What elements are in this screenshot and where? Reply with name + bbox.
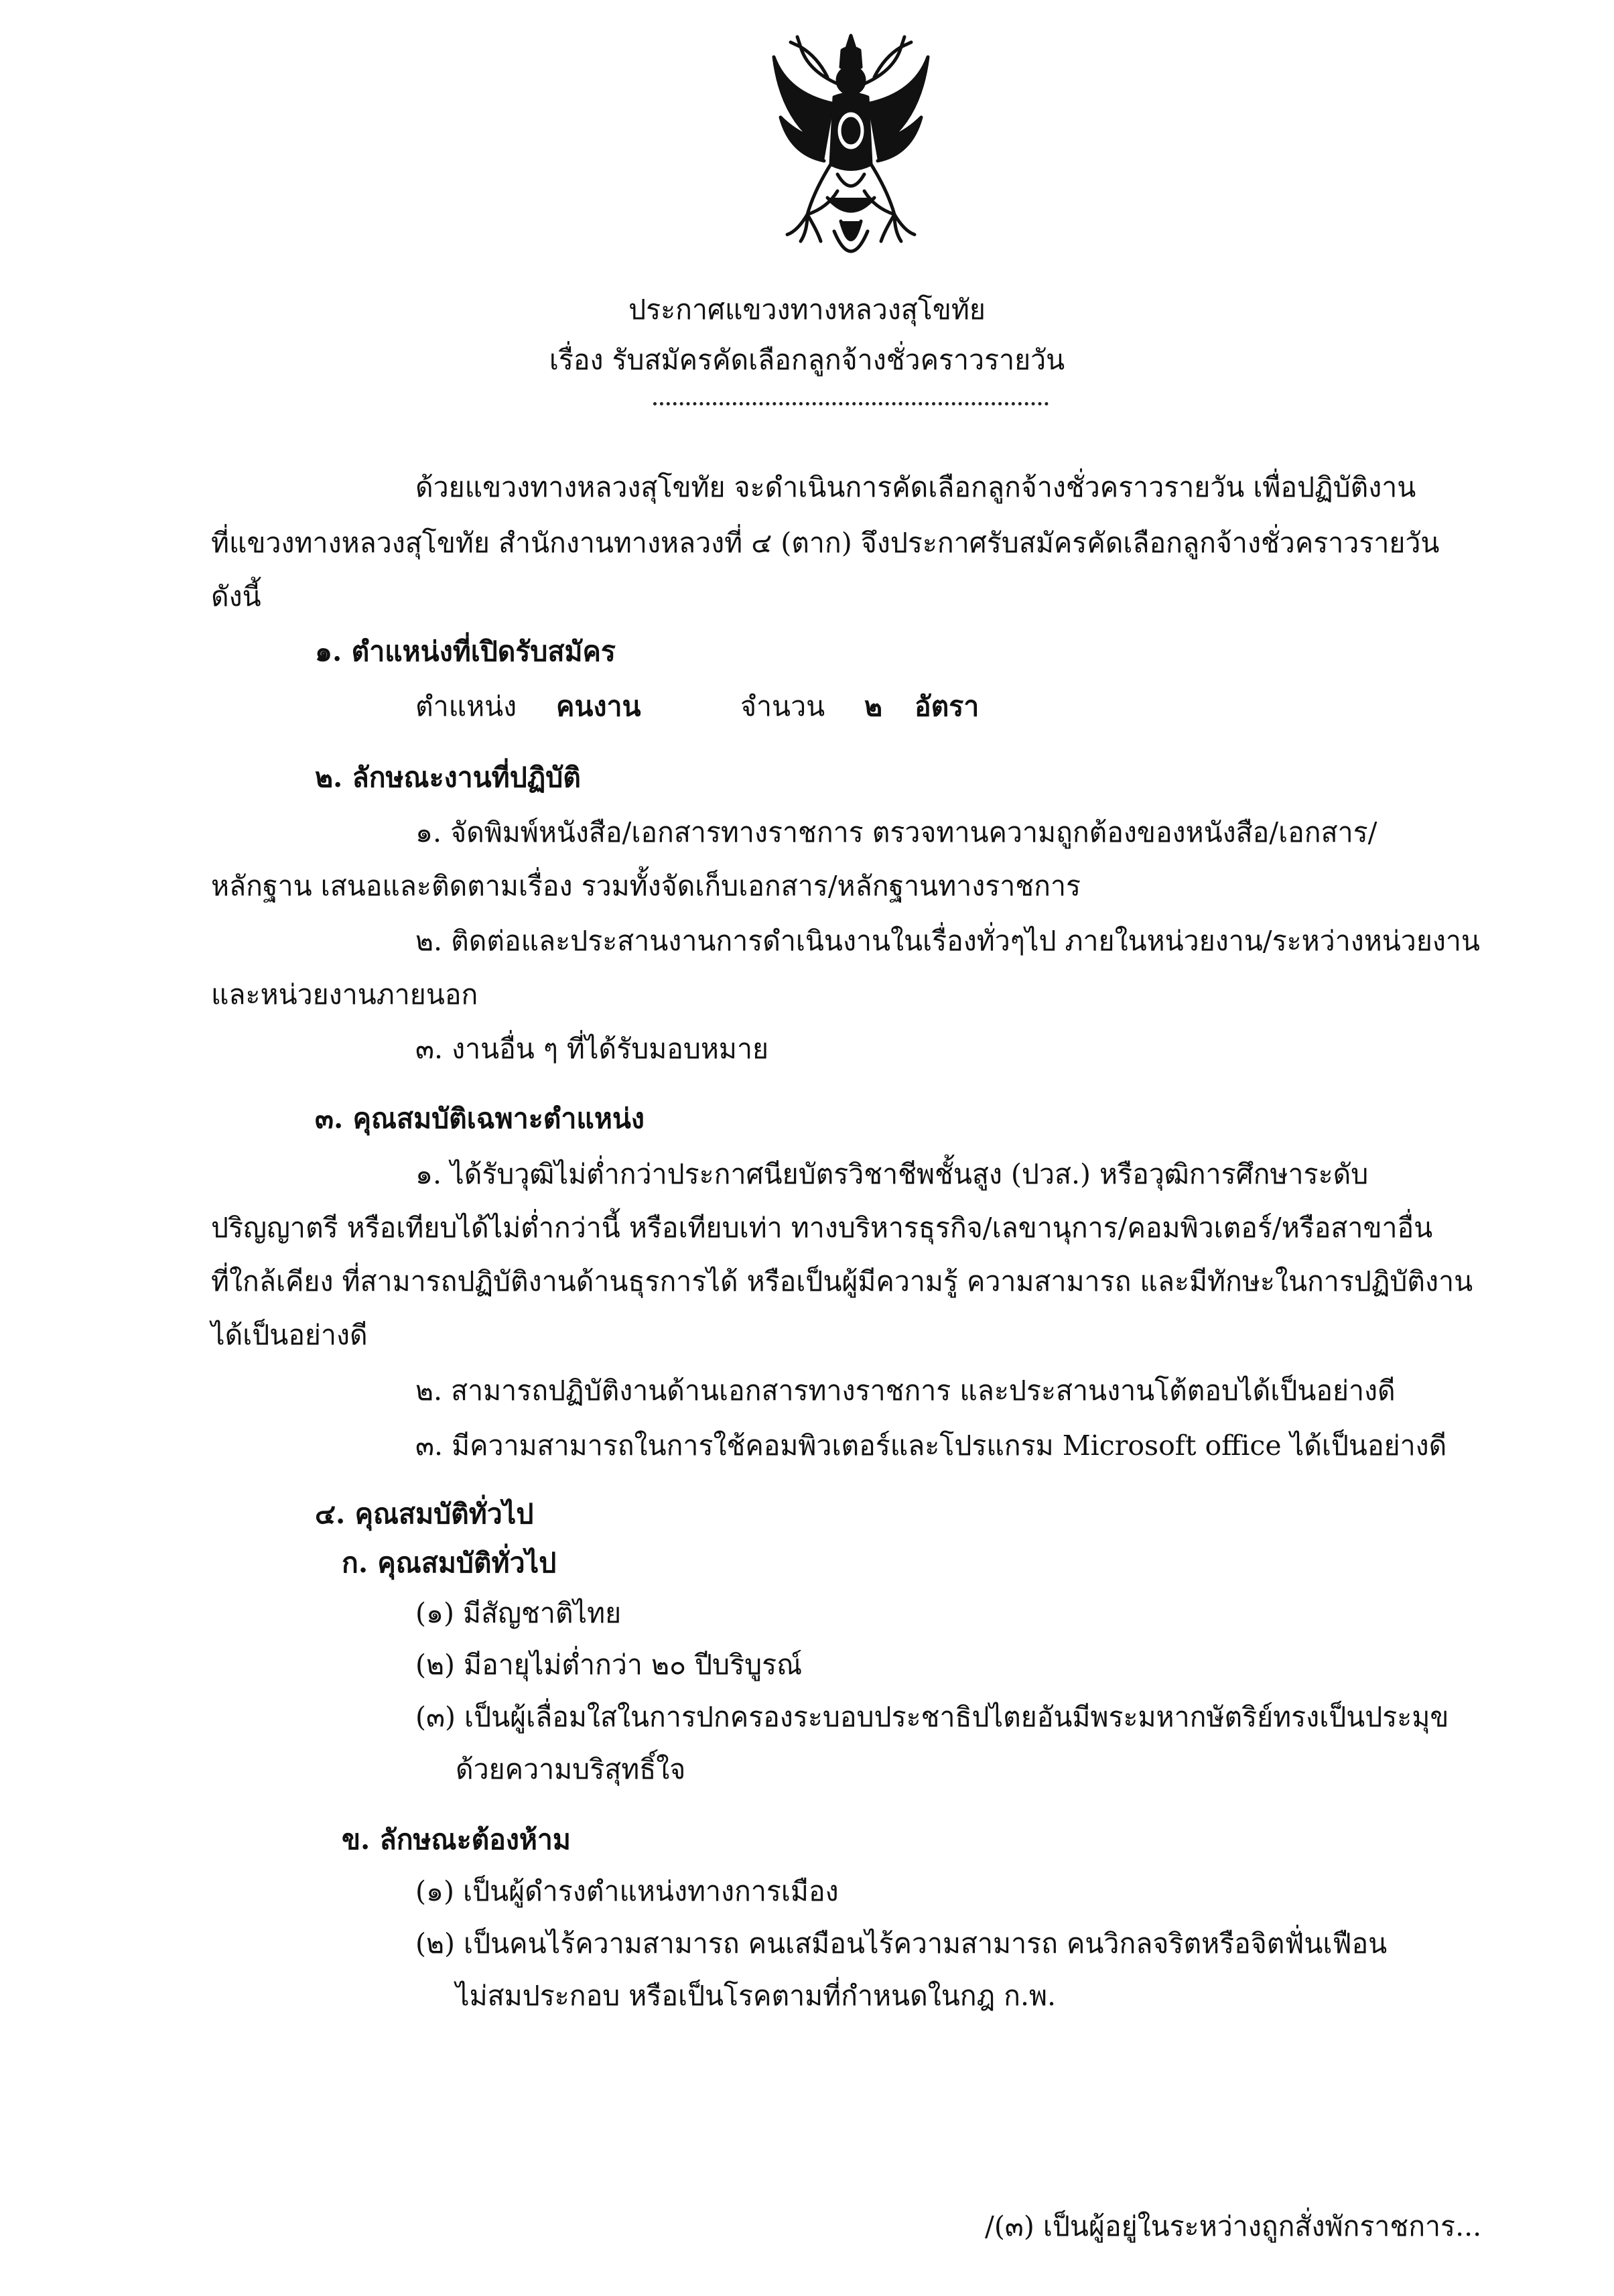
section-3-heading: ๓. คุณสมบัติเฉพาะตำแหน่ง — [315, 1102, 645, 1135]
section-2-item-1-line-2: หลักฐาน เสนอและติดตามเรื่อง รวมทั้งจัดเก็บเอกสาร/หลักฐานทางราชการ — [211, 870, 1081, 902]
section-4-a-item-3-line-2: ด้วยความบริสุทธิ์ใจ — [456, 1753, 686, 1785]
position-value: คนงาน — [556, 690, 641, 722]
garuda-emblem-icon — [760, 30, 941, 278]
section-4-a-item-1: (๑) มีสัญชาติไทย — [415, 1597, 622, 1629]
position-label: ตำแหน่ง — [415, 690, 517, 722]
section-2-heading: ๒. ลักษณะงานที่ปฏิบัติ — [315, 761, 581, 793]
intro-line-3: ดังนี้ — [211, 580, 261, 613]
section-4-a-item-3-line-1: (๓) เป็นผู้เลื่อมใสในการปกครองระบอบประชาธิปไตยอันมีพระมหากษัตริย์ทรงเป็นประมุข — [415, 1701, 1449, 1733]
intro-line-1: ด้วยแขวงทางหลวงสุโขทัย จะดำเนินการคัดเลือกลูกจ้างชั่วคราวรายวัน เพื่อปฏิบัติงาน — [415, 471, 1416, 503]
section-4-b-item-2-line-1: (๒) เป็นคนไร้ความสามารถ คนเสมือนไร้ความสามารถ คนวิกลจริตหรือจิตฟั่นเฟือน — [415, 1927, 1388, 1960]
section-4-sub-a-heading: ก. คุณสมบัติทั่วไป — [342, 1547, 557, 1579]
section-4-a-item-2: (๒) มีอายุไม่ต่ำกว่า ๒๐ ปีบริบูรณ์ — [415, 1649, 803, 1681]
section-2-item-2-line-2: และหน่วยงานภายนอก — [211, 978, 478, 1011]
intro-line-2: ที่แขวงทางหลวงสุโขทัย สำนักงานทางหลวงที่ ๔ (ตาก) จึงประกาศรับสมัครคัดเลือกลูกจ้างชั่วคราวรายวัน — [211, 527, 1440, 559]
section-2-item-2-line-1: ๒. ติดต่อและประสานงานการดำเนินงานในเรื่องทั่วๆไป ภายในหน่วยงาน/ระหว่างหน่วยงาน — [415, 925, 1480, 957]
count-label: จำนวน — [740, 690, 825, 722]
announcement-title: ประกาศแขวงทางหลวงสุโขทัย — [628, 294, 986, 326]
section-4-sub-b-heading: ข. ลักษณะต้องห้าม — [342, 1824, 571, 1856]
count-unit: อัตรา — [915, 690, 980, 722]
title-divider — [653, 402, 1049, 405]
section-3-item-3: ๓. มีความสามารถในการใช้คอมพิวเตอร์และโปรแกรม Microsoft office ได้เป็นอย่างดี — [415, 1429, 1447, 1462]
section-3-item-1-line-2: ปริญญาตรี หรือเทียบได้ไม่ต่ำกว่านี้ หรือเทียบเท่า ทางบริหารธุรกิจ/เลขานุการ/คอมพิวเตอร์/หรือสาขาอื่น — [211, 1212, 1433, 1244]
section-2-item-1-line-1: ๑. จัดพิมพ์หนังสือ/เอกสารทางราชการ ตรวจทานความถูกต้องของหนังสือ/เอกสาร/ — [415, 816, 1377, 848]
section-3-item-2: ๒. สามารถปฏิบัติงานด้านเอกสารทางราชการ และประสานงานโต้ตอบได้เป็นอย่างดี — [415, 1375, 1396, 1407]
section-3-item-1-line-4: ได้เป็นอย่างดี — [211, 1319, 368, 1351]
section-3-item-1-line-3: ที่ใกล้เคียง ที่สามารถปฏิบัติงานด้านธุรการได้ หรือเป็นผู้มีความรู้ ความสามารถ และมีทักษะในการปฏิบัติงาน — [211, 1265, 1473, 1297]
announcement-subject: เรื่อง รับสมัครคัดเลือกลูกจ้างชั่วคราวรายวัน — [549, 344, 1065, 376]
section-1-heading: ๑. ตำแหน่งที่เปิดรับสมัคร — [315, 635, 616, 667]
count-value: ๒ — [864, 690, 883, 722]
section-3-item-1-line-1: ๑. ได้รับวุฒิไม่ต่ำกว่าประกาศนียบัตรวิชาชีพชั้นสูง (ปวส.) หรือวุฒิการศึกษาระดับ — [415, 1158, 1369, 1190]
section-4-b-item-1: (๑) เป็นผู้ดำรงตำแหน่งทางการเมือง — [415, 1875, 839, 1907]
section-4-b-item-2-line-2: ไม่สมประกอบ หรือเป็นโรคตามที่กำหนดในกฎ ก.พ. — [456, 1980, 1057, 2012]
continuation-note: /(๓) เป็นผู้อยู่ในระหว่างถูกสั่งพักราชการ... — [985, 2210, 1482, 2242]
section-2-item-3: ๓. งานอื่น ๆ ที่ได้รับมอบหมาย — [415, 1033, 768, 1065]
section-4-heading: ๔. คุณสมบัติทั่วไป — [315, 1498, 534, 1530]
